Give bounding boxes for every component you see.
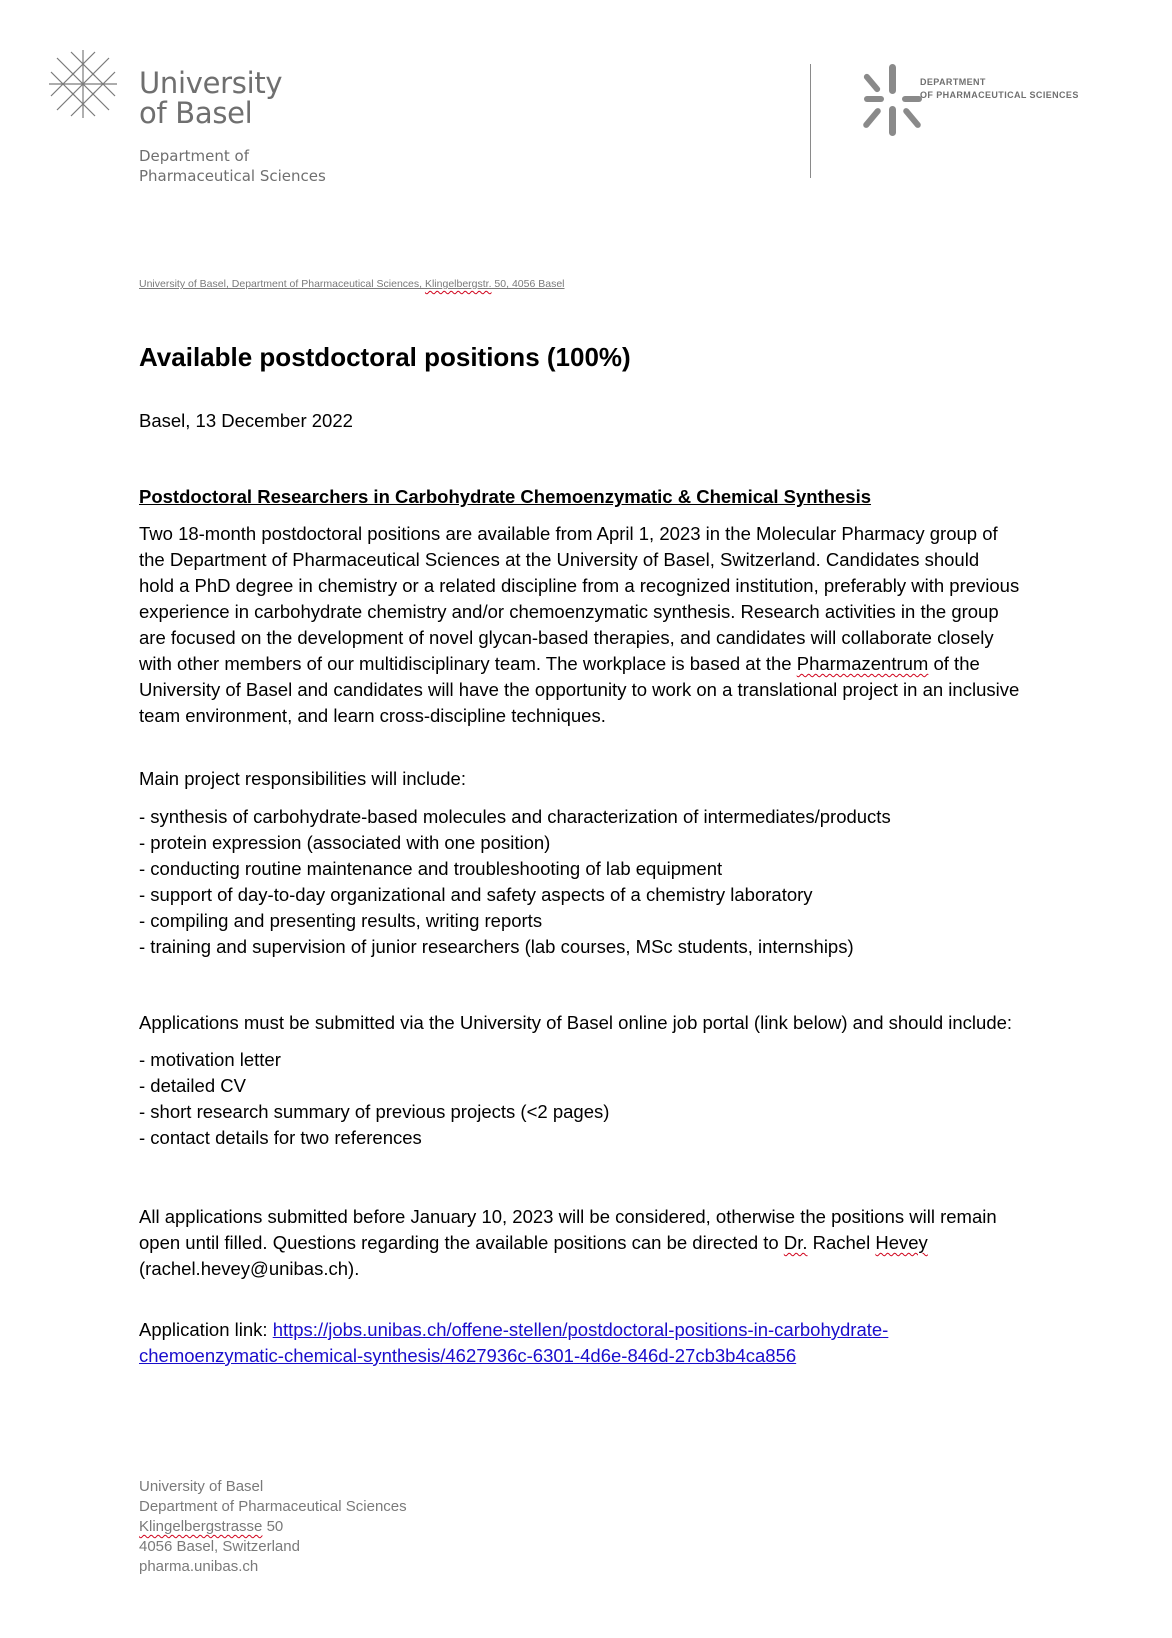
- list-item: - support of day-to-day organizational and safety aspects of a chemistry laboratory: [139, 884, 813, 905]
- paragraph-line: University of Basel and candidates will have the opportunity to work on a translational project in an inclusive: [139, 679, 1020, 700]
- paragraph-line: are focused on the development of novel glycan-based therapies, and candidates will collaborate closely: [139, 627, 994, 648]
- sender-address-part1: University of Basel, Department of Pharmaceutical Sciences,: [139, 278, 425, 290]
- responsibilities-list: [139, 804, 891, 960]
- list-item: - compiling and presenting results, writing reports: [139, 910, 543, 931]
- paragraph-line: Two 18-month postdoctoral positions are available from April 1, 2023 in the Molecular Pharmacy group of: [139, 523, 998, 544]
- application-link-continued[interactable]: chemoenzymatic-chemical-synthesis/4627936c-6301-4d6e-846d-27cb3b4ca856: [139, 1345, 797, 1366]
- application-link[interactable]: https://jobs.unibas.ch/offene-stellen/postdoctoral-positions-in-carbohydrate-: [272, 1319, 889, 1340]
- list-item: - training and supervision of junior researchers (lab courses, MSc students, internships): [139, 936, 854, 957]
- paragraph-line: the Department of Pharmaceutical Sciences at the University of Basel, Switzerland. Candidates should: [139, 549, 980, 570]
- paragraph-line: experience in carbohydrate chemistry and/or chemoenzymatic synthesis. Research activities in the group: [139, 601, 999, 622]
- sender-address-part2: 50, 4056 Basel: [491, 278, 565, 290]
- paragraph-line: hold a PhD degree in chemistry or a related discipline from a recognized institution, preferably with previous: [139, 575, 1020, 596]
- contact-email: (rachel.hevey@unibas.ch).: [139, 1258, 360, 1279]
- university-basel-logo-icon: [47, 48, 119, 120]
- footer-line: University of Basel: [139, 1478, 264, 1495]
- paragraph-line: [139, 1317, 1089, 1343]
- footer-address: [139, 1477, 407, 1577]
- paragraph-text: open until filled. Questions regarding the available positions can be directed to: [139, 1232, 784, 1253]
- pharmaceutical-sciences-logo-icon: [860, 62, 926, 140]
- responsibilities-intro: Main project responsibilities will include:: [139, 768, 466, 789]
- footer-website: pharma.unibas.ch: [139, 1558, 259, 1575]
- footer-line: 4056 Basel, Switzerland: [139, 1538, 300, 1555]
- list-item: - motivation letter: [139, 1049, 281, 1070]
- position-heading: Postdoctoral Researchers in Carbohydrate Chemoenzymatic & Chemical Synthesis: [139, 486, 872, 507]
- deadline-paragraph: [139, 1204, 1089, 1282]
- dept-logo-line1: DEPARTMENT: [920, 77, 986, 87]
- paragraph-line: [139, 651, 1089, 677]
- dept-logo-line2: OF PHARMACEUTICAL SCIENCES: [920, 90, 1079, 100]
- footer-line: Department of Pharmaceutical Sciences: [139, 1498, 407, 1515]
- list-item: - short research summary of previous projects (<2 pages): [139, 1101, 610, 1122]
- application-link-label: Application link:: [139, 1319, 273, 1340]
- department-name-line2: Pharmaceutical Sciences: [139, 167, 326, 185]
- spellcheck-marked-word: Klingelbergstr.: [424, 278, 492, 290]
- university-name-line1: University: [139, 66, 283, 100]
- paragraph-text: of the: [928, 653, 980, 674]
- header-divider: [810, 64, 811, 178]
- document-title: Available postdoctoral positions (100%): [139, 342, 631, 372]
- spellcheck-marked-word: Hevey: [875, 1232, 928, 1253]
- paragraph-line: [139, 1343, 1089, 1369]
- list-item: - synthesis of carbohydrate-based molecules and characterization of intermediates/products: [139, 806, 891, 827]
- university-name-line2: of Basel: [139, 96, 253, 130]
- list-item: - detailed CV: [139, 1075, 246, 1096]
- paragraph-text: Rachel: [807, 1232, 876, 1253]
- list-item: - contact details for two references: [139, 1127, 422, 1148]
- sender-address-line: [139, 278, 565, 290]
- application-intro: Applications must be submitted via the University of Basel online job portal (link below) and should include:: [139, 1012, 1013, 1033]
- paragraph-line: team environment, and learn cross-discipline techniques.: [139, 705, 606, 726]
- department-name-line1: Department of: [139, 147, 249, 165]
- list-item: - conducting routine maintenance and troubleshooting of lab equipment: [139, 858, 723, 879]
- paragraph-line: All applications submitted before January 10, 2023 will be considered, otherwise the positions will remain: [139, 1206, 997, 1227]
- document-date: Basel, 13 December 2022: [139, 410, 353, 431]
- intro-paragraph: [139, 521, 1089, 729]
- required-documents-list: [139, 1047, 609, 1151]
- paragraph-text: with other members of our multidisciplinary team. The workplace is based at the: [139, 653, 797, 674]
- paragraph-line: [139, 1230, 1089, 1256]
- footer-line: [139, 1517, 407, 1537]
- spellcheck-marked-word: Dr.: [783, 1232, 808, 1253]
- application-link-paragraph: [139, 1317, 1089, 1369]
- spellcheck-marked-word: Pharmazentrum: [796, 653, 929, 674]
- spellcheck-marked-word: Klingelbergstrasse: [139, 1518, 263, 1535]
- footer-text: 50: [262, 1518, 284, 1535]
- list-item: - protein expression (associated with one position): [139, 832, 551, 853]
